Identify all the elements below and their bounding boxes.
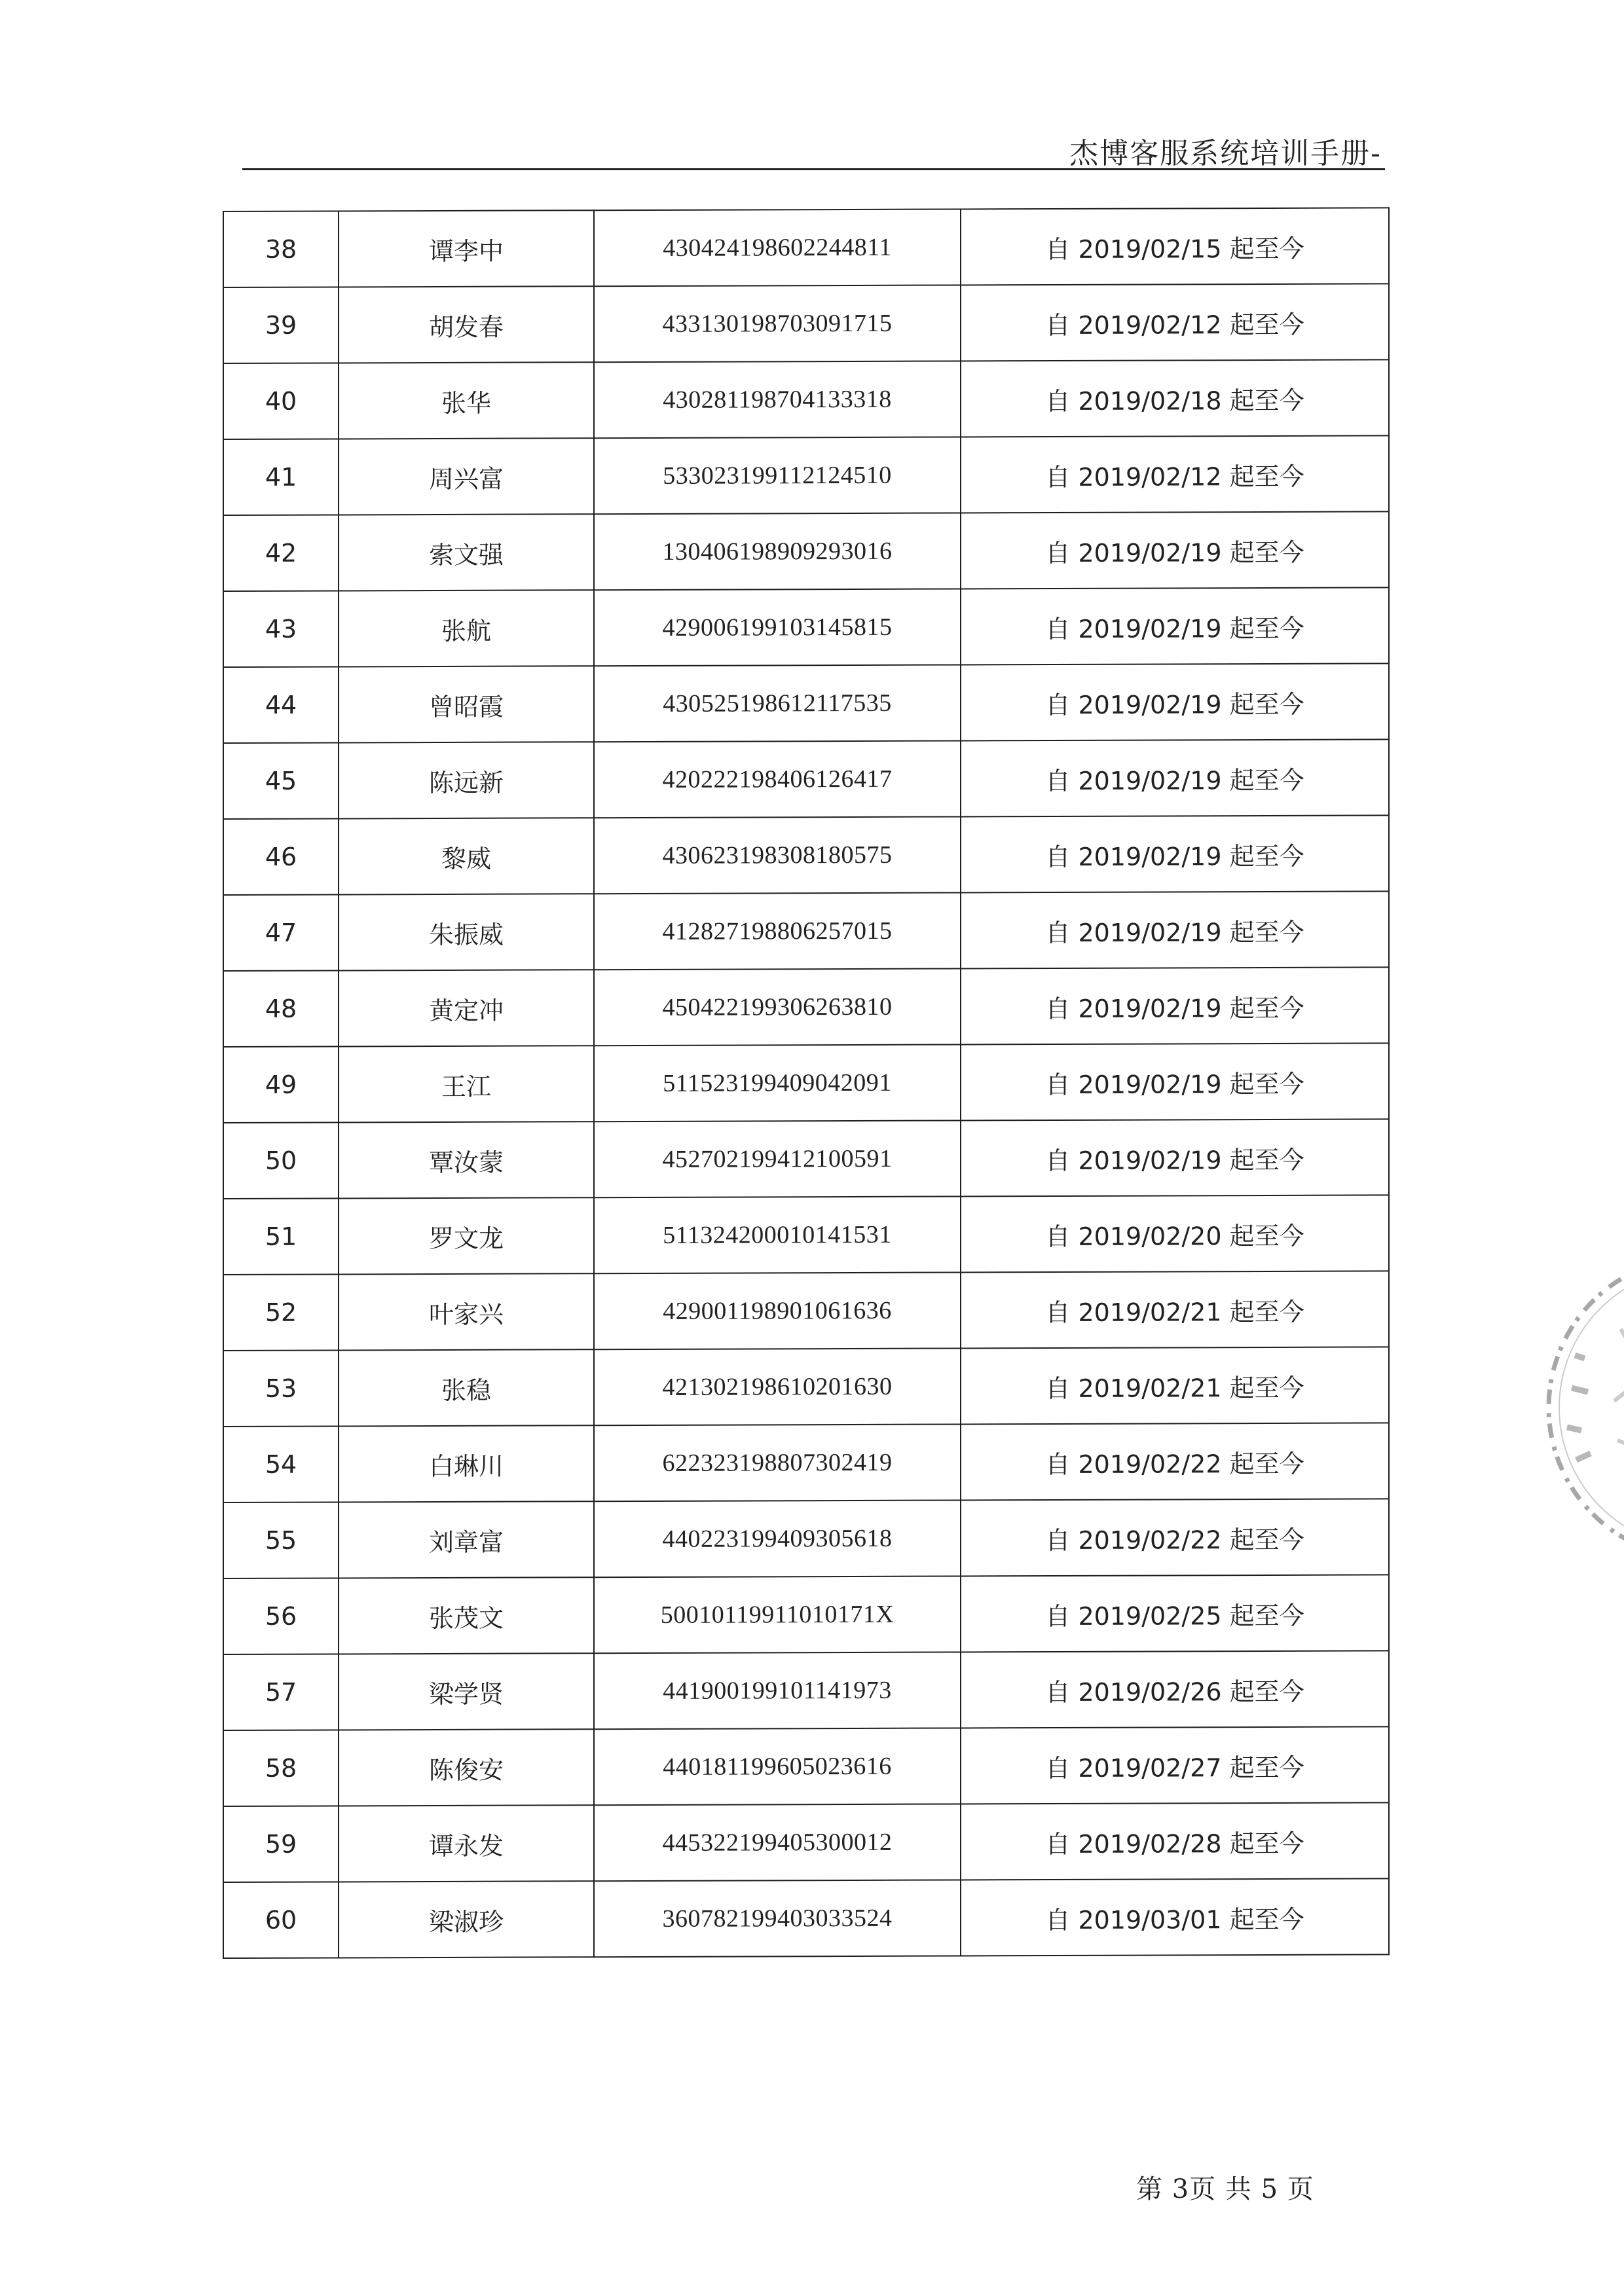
employee-name-cell: 黎威 xyxy=(339,818,594,894)
employment-period-cell: 自 2019/02/19 起至今 xyxy=(961,1119,1389,1196)
row-number-cell: 51 xyxy=(223,1198,339,1275)
table-row xyxy=(223,1271,1389,1351)
employee-name-cell: 覃汝蒙 xyxy=(339,1121,594,1198)
employment-period-cell: 自 2019/02/22 起至今 xyxy=(961,1499,1389,1576)
employment-period-cell: 自 2019/02/19 起至今 xyxy=(961,663,1389,740)
employee-name-cell: 白琳川 xyxy=(339,1425,594,1502)
id-number-cell: 360782199403033524 xyxy=(594,1880,961,1957)
id-number-cell: 130406198909293016 xyxy=(594,513,961,590)
id-number-cell: 433130198703091715 xyxy=(594,285,961,362)
id-number-cell: 440181199605023616 xyxy=(594,1728,961,1805)
id-number-cell: 420222198406126417 xyxy=(594,740,961,818)
table-row xyxy=(223,1726,1389,1806)
employee-name-cell: 曾昭霞 xyxy=(339,666,594,742)
table-row xyxy=(223,967,1389,1047)
table-row xyxy=(223,1802,1389,1882)
table-row xyxy=(223,435,1389,515)
id-number-cell: 452702199412100591 xyxy=(594,1120,961,1197)
row-number-cell: 38 xyxy=(223,211,339,287)
id-number-cell: 412827198806257015 xyxy=(594,892,961,970)
id-number-cell: 430525198612117535 xyxy=(594,665,961,742)
row-number-cell: 47 xyxy=(223,894,339,971)
page-number: 第 3页 共 5 页 xyxy=(1136,2174,1314,2204)
table-row xyxy=(223,1878,1389,1958)
employment-period-cell: 自 2019/02/19 起至今 xyxy=(961,891,1389,968)
employment-period-cell: 自 2019/02/26 起至今 xyxy=(961,1650,1389,1728)
table-row xyxy=(223,1575,1389,1654)
id-number-cell: 430424198602244811 xyxy=(594,209,961,286)
table-row xyxy=(223,1119,1389,1199)
id-number-cell: 450422199306263810 xyxy=(594,968,961,1046)
id-number-cell: 429001198901061636 xyxy=(594,1272,961,1349)
employee-name-cell: 谭永发 xyxy=(339,1805,594,1882)
employment-period-cell: 自 2019/02/21 起至今 xyxy=(961,1271,1389,1348)
table-row xyxy=(223,208,1389,287)
row-number-cell: 50 xyxy=(223,1122,339,1199)
employment-period-cell: 自 2019/02/21 起至今 xyxy=(961,1347,1389,1424)
row-number-cell: 43 xyxy=(223,591,339,667)
id-number-cell: 622323198807302419 xyxy=(594,1424,961,1501)
table-row xyxy=(223,1423,1389,1503)
employment-period-cell: 自 2019/02/19 起至今 xyxy=(961,511,1389,589)
row-number-cell: 58 xyxy=(223,1730,339,1806)
table-row xyxy=(223,359,1389,439)
employment-period-cell: 自 2019/03/01 起至今 xyxy=(961,1878,1389,1956)
employment-period-cell: 自 2019/02/28 起至今 xyxy=(961,1802,1389,1880)
row-number-cell: 46 xyxy=(223,818,339,895)
employment-period-cell: 自 2019/02/18 起至今 xyxy=(961,359,1389,437)
employee-name-cell: 梁淑珍 xyxy=(339,1881,594,1958)
employment-period-cell: 自 2019/02/19 起至今 xyxy=(961,1043,1389,1120)
employee-name-cell: 张稳 xyxy=(339,1349,594,1426)
employee-name-cell: 朱振威 xyxy=(339,894,594,970)
employment-period-cell: 自 2019/02/22 起至今 xyxy=(961,1423,1389,1500)
employee-name-cell: 谭李中 xyxy=(339,210,594,287)
row-number-cell: 53 xyxy=(223,1350,339,1427)
id-number-cell: 441900199101141973 xyxy=(594,1652,961,1729)
table-row xyxy=(223,1195,1389,1275)
employment-period-cell: 自 2019/02/12 起至今 xyxy=(961,283,1389,361)
table-row xyxy=(223,891,1389,971)
employment-period-cell: 自 2019/02/19 起至今 xyxy=(961,739,1389,816)
row-number-cell: 44 xyxy=(223,666,339,743)
id-number-cell: 421302198610201630 xyxy=(594,1348,961,1425)
employee-name-cell: 王江 xyxy=(339,1046,594,1122)
row-number-cell: 59 xyxy=(223,1806,339,1882)
employment-period-cell: 自 2019/02/25 起至今 xyxy=(961,1575,1389,1652)
id-number-cell: 533023199112124510 xyxy=(594,437,961,514)
employment-period-cell: 自 2019/02/27 起至今 xyxy=(961,1726,1389,1804)
row-number-cell: 48 xyxy=(223,970,339,1047)
employee-name-cell: 张茂文 xyxy=(339,1577,594,1654)
row-number-cell: 41 xyxy=(223,439,339,515)
header-divider xyxy=(242,168,1385,170)
id-number-cell: 429006199103145815 xyxy=(594,589,961,666)
id-number-cell: 445322199405300012 xyxy=(594,1804,961,1881)
employee-name-cell: 陈俊安 xyxy=(339,1729,594,1806)
employment-period-cell: 自 2019/02/19 起至今 xyxy=(961,967,1389,1044)
id-number-cell: 511324200010141531 xyxy=(594,1196,961,1273)
table-row xyxy=(223,587,1389,667)
roster-table xyxy=(223,207,1390,1959)
row-number-cell: 39 xyxy=(223,287,339,363)
table-row xyxy=(223,1650,1389,1730)
employment-period-cell: 自 2019/02/19 起至今 xyxy=(961,815,1389,892)
id-number-cell: 430281198704133318 xyxy=(594,361,961,438)
employee-name-cell: 周兴富 xyxy=(339,438,594,515)
employee-name-cell: 陈远新 xyxy=(339,742,594,818)
row-number-cell: 60 xyxy=(223,1882,339,1958)
employee-name-cell: 胡发春 xyxy=(339,286,594,363)
employment-period-cell: 自 2019/02/15 起至今 xyxy=(961,208,1389,285)
employee-name-cell: 张航 xyxy=(339,590,594,666)
roster-table-container xyxy=(223,207,1388,1959)
employee-name-cell: 罗文龙 xyxy=(339,1197,594,1274)
table-row xyxy=(223,1347,1389,1427)
employee-name-cell: 刘章富 xyxy=(339,1501,594,1578)
id-number-cell: 440223199409305618 xyxy=(594,1500,961,1577)
employment-period-cell: 自 2019/02/12 起至今 xyxy=(961,435,1389,513)
official-seal-stamp xyxy=(1536,1244,1624,1571)
employee-name-cell: 叶家兴 xyxy=(339,1273,594,1350)
employment-period-cell: 自 2019/02/20 起至今 xyxy=(961,1195,1389,1272)
id-number-cell: 50010119911010171X xyxy=(594,1576,961,1653)
table-row xyxy=(223,663,1389,743)
table-row xyxy=(223,739,1389,819)
row-number-cell: 56 xyxy=(223,1578,339,1654)
table-row xyxy=(223,815,1389,895)
employee-name-cell: 黄定冲 xyxy=(339,970,594,1046)
employee-name-cell: 张华 xyxy=(339,362,594,439)
row-number-cell: 45 xyxy=(223,742,339,819)
employment-period-cell: 自 2019/02/19 起至今 xyxy=(961,587,1389,665)
table-row xyxy=(223,511,1389,591)
id-number-cell: 511523199409042091 xyxy=(594,1044,961,1121)
document-header-title: 杰博客服系统培训手册- xyxy=(1069,137,1382,170)
row-number-cell: 57 xyxy=(223,1654,339,1730)
row-number-cell: 42 xyxy=(223,515,339,591)
row-number-cell: 55 xyxy=(223,1502,339,1578)
table-row xyxy=(223,1043,1389,1123)
table-row xyxy=(223,283,1389,363)
roster-table-body xyxy=(223,208,1389,1958)
id-number-cell: 430623198308180575 xyxy=(594,816,961,894)
row-number-cell: 40 xyxy=(223,363,339,439)
row-number-cell: 54 xyxy=(223,1426,339,1503)
row-number-cell: 49 xyxy=(223,1046,339,1123)
table-row xyxy=(223,1499,1389,1578)
row-number-cell: 52 xyxy=(223,1274,339,1351)
employee-name-cell: 索文强 xyxy=(339,514,594,591)
employee-name-cell: 梁学贤 xyxy=(339,1653,594,1730)
